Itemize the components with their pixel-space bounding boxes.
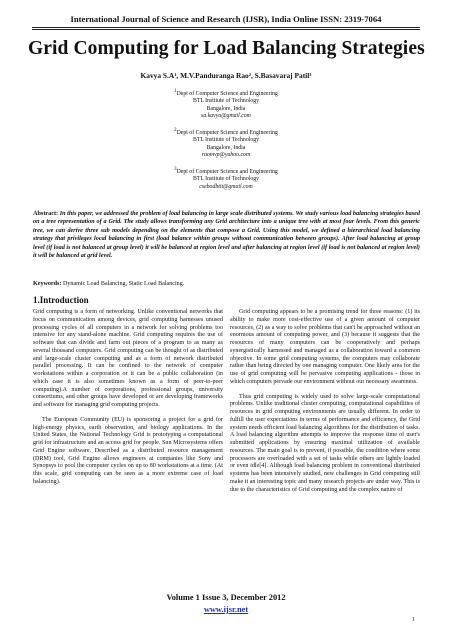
affiliation-city: Bangalore, India [206, 144, 246, 151]
abstract-text: In this paper, we addressed the problem of load balancing in large scale distributed systems. We study various load balancing strategies based on a tree representation of a Grid. The study allows transforming any Grid architecture into a unique tree with at most four levels. From this generic tree, we can derive three sub models depending on the elements that compose a Grid. Using this model, we defined a hierarchical load balancing strategy that privileges local balancing in first (load balance within groups without communication between groups). After load balancing at group level (if load is not balanced at group level) it will be balanced at region level and after balancing at region level (if load is not balanced at region level) it will be balanced at grid level. [33, 210, 420, 260]
section-title: Introduction [39, 295, 89, 305]
affiliation-2 [0, 127, 452, 159]
section-number: 1. [33, 295, 40, 305]
abstract-label: Abstract: [33, 210, 59, 217]
footer-volume: Volume 1 Issue 3, December 2012 [166, 593, 286, 602]
affiliation-email: raomvp@yahoo.com [201, 151, 251, 158]
affiliation-dept: Dept of Computer Science and Engineering [176, 168, 278, 175]
affiliation-marker: 3 [174, 167, 177, 172]
journal-header: International Journal of Science and Research (IJSR), India Online ISSN: 2319-7064 [70, 14, 382, 24]
affiliation-email: sa.kavya@gmail.com [201, 112, 251, 119]
affiliation-3 [0, 166, 452, 191]
section-heading [33, 295, 89, 305]
page-number: 1 [412, 617, 415, 623]
paper-title: Grid Computing for Load Balancing Strategies [28, 38, 425, 59]
affiliation-marker: 1 [174, 89, 177, 94]
keywords [33, 281, 420, 287]
footer-url-link[interactable]: www.ijsr.net [203, 605, 249, 614]
affiliation-marker: 2 [174, 128, 177, 133]
header-rule [32, 27, 420, 28]
affiliation-institute: BTL Institute of Technology [192, 137, 260, 144]
abstract [33, 210, 420, 260]
paragraph: Grid computing appears to be a promising trend for three reasons: (1) its ability to make more cost-effective use of a given amount of computer resources, (2) as a way to solve problems that can't be approached without an enormous amount of computing power, and (3) because it suggests that the resources of many computers can be cooperatively and perhaps synergistically harnessed and managed as a collaboration toward a common objective. In some grid computing systems, the computers may collaborate rather than being directed by one managing computer. One likely area for the use of grid computing will be pervasive computing applications - those in which computers pervade our environment without our necessary awareness. [230, 309, 420, 385]
affiliation-dept: Dept of Computer Science and Engineering [176, 129, 278, 136]
affiliation-1 [0, 88, 452, 120]
left-column [33, 309, 223, 494]
paragraph: Grid computing is a form of networking. Unlike conventional networks that focus on communication among devices, grid computing harnesses unused processing cycles of all computers in a network for solving problems too intensive for any stand-alone machine. Grid computing requires the use of software that can divide and farm out pieces of a program to as many as several thousand computers. Grid computing can be thought of as distributed and large-scale cluster computing and as a form of network distributed parallel processing. It can be confined to the network of computer workstations within a corporation or it can be a public collaboration (in which case it is also sometimes known as a form of peer-to-peer computing).A number of corporations, professional groups, university consortiums, and other groups have developed or are developing frameworks and software for managing grid computing projects. [33, 309, 223, 408]
paragraph: The European Community (EU) is sponsoring a project for a grid for high-energy physics, earth observation, and biology applications. In the United States, the National Technology Grid is prototyping a computational grid for infrastructure and an access grid for people. Sun Microsystems offers Grid Engine software. Described as a distributed resource management (DRM) tool, Grid Engine allows engineers at companies like Sony and Synopsys to pool the computer cycles on up to 80 workstations at a time. (At this scale, grid computing can be seen as a more extreme case of load balancing). [33, 416, 223, 485]
affiliation-dept: Dept of Computer Science and Engineering [176, 90, 278, 97]
affiliation-email: csebodbtit@gmail.com [199, 183, 253, 190]
paragraph: Thus grid computing is widely used to solve large-scale computational problems. Unlike traditional cluster computing, computational capabilities of resources in grid computing environments are usually different. In order to fulfill the user expectations in terms of performance and efficiency, the Grid system needs efficient load balancing algorithms for the distribution of tasks. A load balancing algorithm attempts to improve the response time of user's submitted applications by ensuring maximal utilization of available resources. The main goal is to prevent, if possible, the condition where some processors are overloaded with a set of tasks while others are lightly loaded or even idle[4]. Although load balancing problem in conventional distributed systems has been intensively studied, new challenges in Grid computing still make it an interesting topic and many research projects are under way. This is due to the characteristics of Grid computing and the complex nature of [230, 393, 420, 493]
keywords-text: Dynamic Load Balancing, Static Load Balancing. [62, 281, 185, 287]
author-line: Kavya S.A¹, M.V.Panduranga Rao², S.Basavaraj Patil³ [140, 71, 312, 80]
header-rule-second [32, 29, 420, 30]
affiliation-institute: BTL Institute of Technology [192, 176, 260, 183]
affiliation-city: Bangalore, India [206, 105, 246, 112]
right-column [230, 309, 420, 501]
keywords-label: Keywords: [33, 281, 62, 287]
affiliation-institute: BTL Institute of Technology [192, 98, 260, 105]
